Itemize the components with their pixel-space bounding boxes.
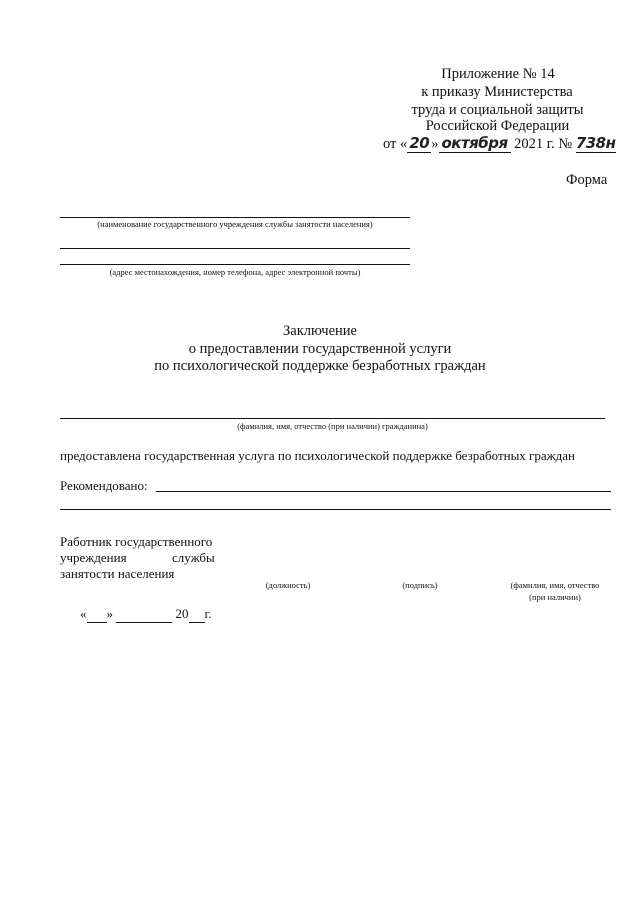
address-line-1 — [60, 248, 410, 249]
worker-title-line-2b: службы — [172, 550, 215, 565]
date-year-prefix: 20 — [175, 606, 189, 621]
document-title: Заключение — [283, 323, 357, 339]
date-year: 2021 г. № — [510, 136, 576, 152]
date-open-quote: « — [80, 606, 87, 621]
date-day-blank — [87, 606, 107, 623]
date-close-quote: » — [106, 606, 113, 621]
institution-caption: (наименование государственного учреждения службы занятости населения) — [97, 219, 373, 229]
recommended-line-1 — [156, 491, 611, 492]
handwritten-order-number: 738н — [575, 134, 616, 152]
worker-title-line-2a: учреждения — [60, 550, 127, 565]
header-line-1: Приложение № 14 — [441, 66, 555, 82]
recommended-line-2 — [60, 509, 611, 510]
name-caption-2: (при наличии) — [529, 592, 581, 602]
document-subtitle-1: о предоставлении государственной услуги — [188, 341, 452, 357]
document-subtitle-2: по психологической поддержке безработных граждан — [154, 358, 486, 374]
date-mid: » — [431, 136, 439, 152]
header-line-2: к приказу Министерства — [421, 84, 573, 100]
header-line-3: труда и социальной защиты — [411, 102, 584, 118]
date-line — [80, 606, 212, 623]
institution-line — [60, 217, 410, 218]
citizen-line — [60, 418, 605, 419]
form-label: Форма — [566, 172, 608, 188]
signature-caption: (подпись) — [402, 580, 438, 590]
address-line-2 — [60, 264, 410, 265]
name-caption-1: (фамилия, имя, отчество — [510, 580, 600, 590]
header-line-4: Российской Федерации — [425, 118, 570, 134]
worker-title-line-1: Работник государственного — [60, 534, 213, 549]
date-year-suffix: г. — [204, 606, 212, 621]
order-date-line — [383, 134, 616, 153]
handwritten-day: 20 — [407, 134, 431, 153]
date-year-blank — [189, 606, 205, 623]
address-caption: (адрес местонахождения, номер телефона, адрес электронной почты) — [109, 267, 361, 277]
worker-title-line-3: занятости населения — [60, 566, 175, 581]
date-prefix: от « — [383, 136, 408, 152]
citizen-caption: (фамилия, имя, отчество (при наличии) гражданина) — [237, 421, 428, 431]
date-month-blank — [116, 606, 172, 623]
service-provided-text: предоставлена государственная услуга по психологической поддержке безработных граждан — [60, 448, 575, 463]
handwritten-month: октября — [439, 134, 511, 153]
position-caption: (должность) — [265, 580, 311, 590]
recommended-label: Рекомендовано: — [60, 478, 148, 493]
